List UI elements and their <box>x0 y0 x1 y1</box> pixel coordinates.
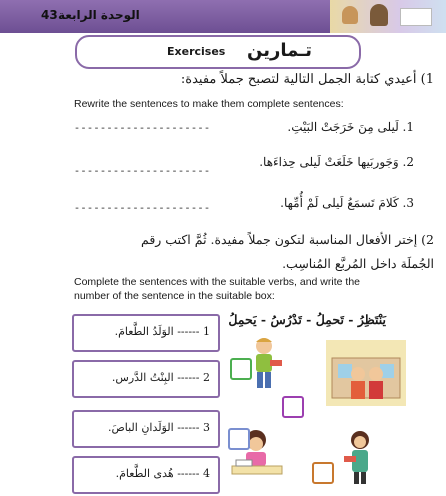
answer-box-girl-carrying[interactable] <box>312 462 334 484</box>
answer-box-bus-stop[interactable] <box>282 396 304 418</box>
unit-title: الوحدة الرابعة <box>58 8 140 22</box>
verbs-list: يَنْتَظِرُ - تَحمِلُ - تَدْرُسُ - يَحمِلُ <box>228 312 386 327</box>
header-photo <box>330 0 446 33</box>
sentence-box-2 <box>72 360 220 398</box>
exercise1-instruction-en: Rewrite the sentences to make them complete sentences: <box>74 98 344 110</box>
sentence-text: البِنْتُ الدَّرس. <box>111 371 174 384</box>
title-arabic: تـمارين <box>247 40 313 61</box>
answer-box-girl-studying[interactable] <box>228 428 250 450</box>
student-figure-icon <box>342 6 358 24</box>
exercise2-instruction-en-1: Complete the sentences with the suitable verbs, and write the <box>74 276 360 288</box>
answer-line-2[interactable]: --------------------- <box>74 167 211 178</box>
header-bar <box>0 0 446 33</box>
exercise2-instruction-ar-1: 2) إختر الأفعال المناسبة لتكون جملاً مفيدة. ثُمَّ اكتب رقم <box>141 232 434 247</box>
student-figure-icon <box>370 4 388 26</box>
bus-stop-illustration <box>326 340 406 410</box>
sentence-number: 4 <box>203 467 210 480</box>
sentence-box-3 <box>72 410 220 448</box>
girl-carrying-food-illustration <box>340 430 380 486</box>
sentence-blank[interactable]: ------ <box>177 467 200 480</box>
page-number: 43 <box>41 8 58 22</box>
sentence-box-1 <box>72 314 220 352</box>
sentence-number: 3 <box>203 421 210 434</box>
title-box <box>75 35 361 69</box>
answer-line-1[interactable]: --------------------- <box>74 124 211 135</box>
sentence-box-4 <box>72 456 220 494</box>
exercise2-instruction-en-2: number of the sentence in the suitable box: <box>74 290 275 302</box>
sentence-number: 1 <box>203 325 210 338</box>
title-english: Exercises <box>167 45 226 58</box>
exercise1-sentence-3: 3. كَلامَ تَسمَعُ لَيلى لَمْ أُمِّها. <box>280 196 414 210</box>
exercise1-instruction-ar: 1) أعيدي كتابة الجمل التالية لتصبح جملاً مفيدة: <box>180 72 434 87</box>
exercise2-instruction-ar-2: الجُملَة داخل المُربَّع المُناسِب. <box>282 256 434 271</box>
sentence-number: 2 <box>203 371 210 384</box>
book-icon <box>400 8 432 26</box>
answer-line-3[interactable]: --------------------- <box>74 204 211 215</box>
sentence-text: الوَلَدُ الطَّعامَ. <box>114 325 174 338</box>
sentence-blank[interactable]: ------ <box>177 421 200 434</box>
sentence-blank[interactable]: ------ <box>177 325 200 338</box>
sentence-blank[interactable]: ------ <box>177 371 200 384</box>
answer-box-boy-carrying[interactable] <box>230 358 252 380</box>
exercise1-sentence-1: 1. لَيلى مِنَ خَرَجَتْ البَيْتِ. <box>287 120 414 134</box>
sentence-text: هُدى الطَّعامَ. <box>115 467 174 480</box>
exercise1-sentence-2: 2. وَجَوربَيها خَلَعَتْ لَيلى حِذاءَها. <box>259 155 414 169</box>
sentence-text: الوَلَدانِ الباصَ. <box>107 421 174 434</box>
